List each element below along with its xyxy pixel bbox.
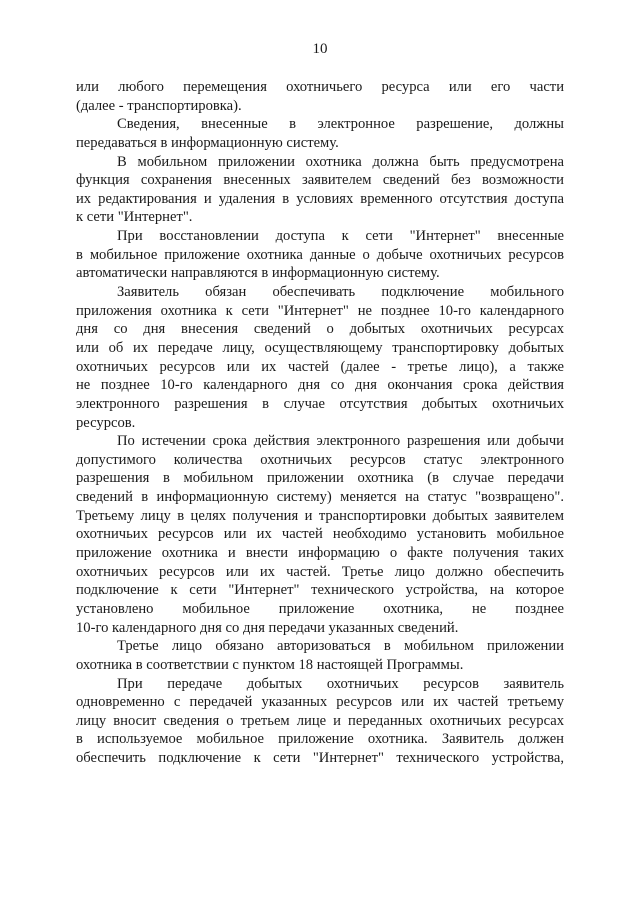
text-line: подключение к сети "Интернет" технического устройства, на которое (76, 582, 564, 599)
text-line: Третьему лицу в целях получения и транспортировки добытых заявителем (76, 507, 564, 524)
text-line: к сети "Интернет". (76, 209, 193, 226)
text-line: Заявитель обязан обеспечивать подключение мобильного (117, 284, 564, 301)
text-line: При восстановлении доступа к сети "Интернет" внесенные (117, 228, 564, 245)
text-line: Сведения, внесенные в электронное разрешение, должны (117, 116, 564, 133)
text-line: в мобильное приложение охотника данные о добыче охотничьих ресурсов (76, 246, 564, 263)
text-line: приложения охотника к сети "Интернет" не позднее 10-го календарного (76, 302, 564, 319)
text-line: допустимого количества охотничьих ресурсов статус электронного (76, 451, 564, 468)
text-line: приложение охотника и внести информацию о факте получения таких (76, 545, 564, 562)
text-line: охотничьих ресурсов или их частей необходимо установить мобильное (76, 526, 564, 543)
paragraph (76, 227, 564, 283)
paragraph (76, 637, 564, 674)
text-line: Третье лицо обязано авторизоваться в мобильном приложении (117, 638, 564, 655)
text-line: разрешения в мобильном приложении охотника (в случае передачи (76, 470, 564, 487)
paragraph (76, 432, 564, 637)
text-line: По истечении срока действия электронного разрешения или добычи (117, 433, 564, 450)
text-line: передаваться в информационную систему. (76, 134, 339, 151)
text-line: сведений в информационную систему) меняется на статус "возвращено". (76, 489, 564, 506)
text-line: их редактирования и удаления в условиях временного отсутствия доступа (76, 190, 564, 207)
text-line: одновременно с передачей указанных ресурсов или их частей третьему (76, 694, 564, 711)
text-line: охотничьих ресурсов или их частей. Третье лицо должно обеспечить (76, 563, 564, 580)
text-line: или любого перемещения охотничьего ресурса или его части (76, 79, 564, 95)
text-line: дня со дня внесения сведений о добытых охотничьих ресурсах (76, 321, 564, 338)
text-line: охотничьих ресурсов или их частей (далее - третье лицо), а также (76, 358, 564, 375)
text-line: охотника в соответствии с пунктом 18 настоящей Программы. (76, 656, 464, 673)
paragraph (76, 283, 564, 432)
text-line: обеспечить подключение к сети "Интернет" технического устройства, (76, 750, 564, 767)
text-line: автоматически направляются в информационную систему. (76, 265, 440, 282)
text-line: ресурсов. (76, 414, 136, 431)
text-line: 10-го календарного дня со дня передачи указанных сведений. (76, 619, 459, 636)
text-line: не позднее 10-го календарного дня со дня окончания срока действия (76, 377, 564, 394)
text-line: В мобильном приложении охотника должна быть предусмотрена (117, 153, 564, 170)
page-number: 10 (312, 41, 328, 57)
text-line: лицу вносит сведения о третьем лице и переданных охотничьих ресурсах (76, 712, 564, 729)
paragraph (76, 78, 564, 115)
paragraph (76, 153, 564, 228)
paragraph (76, 115, 564, 152)
text-line: электронного разрешения в случае отсутствия добытых охотничьих (76, 395, 564, 412)
text-line: в используемое мобильное приложение охотника. Заявитель должен (76, 731, 564, 748)
text-line: установлено мобильное приложение охотника, не позднее (76, 600, 564, 617)
document-body (76, 78, 564, 768)
text-line: (далее - транспортировка). (76, 97, 242, 114)
text-line: При передаче добытых охотничьих ресурсов заявитель (117, 675, 564, 692)
text-line: функция сохранения внесенных заявителем сведений без возможности (76, 172, 564, 189)
paragraph (76, 675, 564, 768)
text-line: или об их передаче лицу, осуществляющему транспортировку добытых (76, 339, 564, 356)
